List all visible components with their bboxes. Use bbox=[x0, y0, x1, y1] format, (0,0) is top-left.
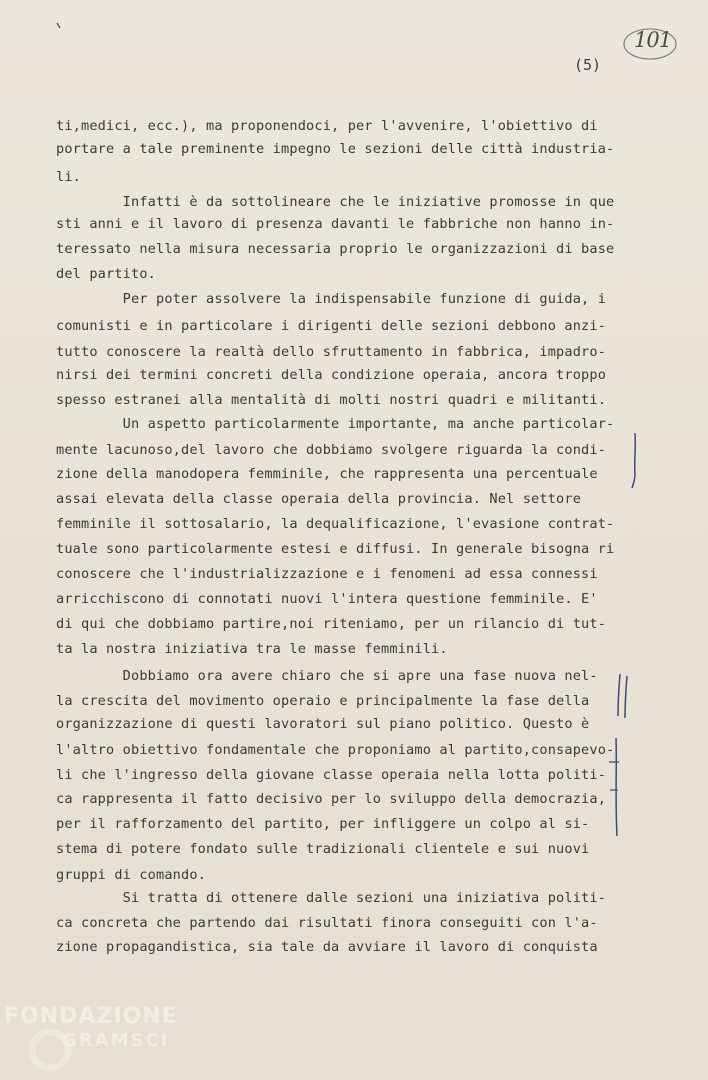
text-line: li. bbox=[56, 169, 82, 185]
text-line: ca concreta che partendo dai risultati finora conseguiti con l'a- bbox=[56, 915, 598, 931]
text-line: tutto conoscere la realtà dello sfruttamento in fabbrica, impadro- bbox=[56, 344, 607, 360]
corner-tick-mark bbox=[56, 22, 62, 30]
text-line: di qui che dobbiamo partire,noi riteniamo, per un rilancio di tut- bbox=[56, 616, 607, 632]
text-line: teressato nella misura necessaria proprio le organizzazioni di base bbox=[56, 241, 615, 257]
margin-bracket-mark bbox=[606, 736, 626, 840]
text-line: la crescita del movimento operaio e principalmente la fase della bbox=[56, 693, 590, 709]
text-line: zione della manodopera femminile, che rappresenta una percentuale bbox=[56, 466, 598, 482]
text-line: nirsi dei termini concreti della condizione operaia, ancora troppo bbox=[56, 367, 607, 383]
text-line: Si tratta di ottenere dalle sezioni una iniziativa politi- bbox=[56, 890, 607, 906]
text-line: tuale sono particolarmente estesi e diffusi. In generale bisogna ri bbox=[56, 541, 615, 557]
text-line: gruppi di comando. bbox=[56, 867, 207, 883]
text-line: del partito. bbox=[56, 266, 157, 282]
text-line: Un aspetto particolarmente importante, ma anche particolar- bbox=[56, 416, 615, 432]
text-line: organizzazione di questi lavoratori sul piano politico. Questo è bbox=[56, 716, 590, 732]
text-line: Per poter assolvere la indispensabile funzione di guida, i bbox=[56, 291, 607, 307]
text-line: mente lacunoso,del lavoro che dobbiamo svolgere riguarda la condi- bbox=[56, 442, 607, 458]
text-line: zione propagandistica, sia tale da avviare il lavoro di conquista bbox=[56, 939, 598, 955]
text-line: spesso estranei alla mentalità di molti nostri quadri e militanti. bbox=[56, 392, 607, 408]
text-line: ti,medici, ecc.), ma proponendoci, per l'avvenire, l'obiettivo di bbox=[56, 118, 598, 134]
text-line: Dobbiamo ora avere chiaro che si apre una fase nuova nel- bbox=[56, 668, 598, 684]
margin-double-line-mark bbox=[612, 672, 636, 720]
text-line: Infatti è da sottolineare che le iniziative promosse in que bbox=[56, 194, 615, 210]
watermark-text-bottom: GRAMSCI bbox=[62, 1030, 170, 1051]
text-line: arricchiscono di connotati nuovi l'intera questione femminile. E' bbox=[56, 591, 598, 607]
text-line: ta la nostra iniziativa tra le masse femminili. bbox=[56, 641, 448, 657]
margin-line-mark bbox=[626, 430, 642, 490]
watermark-text-top: FONDAZIONE bbox=[4, 1004, 178, 1029]
page-number: (5) bbox=[574, 56, 602, 74]
text-line: assai elevata della classe operaia della provincia. Nel settore bbox=[56, 491, 582, 507]
archive-number: 101 bbox=[634, 28, 672, 52]
text-line: femminile il sottosalario, la dequalificazione, l'evasione contrat- bbox=[56, 516, 615, 532]
text-line: comunisti e in particolare i dirigenti delle sezioni debbono anzi- bbox=[56, 318, 607, 334]
text-line: sti anni e il lavoro di presenza davanti le fabbriche non hanno in- bbox=[56, 216, 615, 232]
text-line: ca rappresenta il fatto decisivo per lo sviluppo della democrazia, bbox=[56, 791, 607, 807]
text-line: portare a tale preminente impegno le sezioni delle città industria- bbox=[56, 141, 615, 157]
text-line: l'altro obiettivo fondamentale che proponiamo al partito,consapevo- bbox=[56, 742, 615, 758]
text-line: conoscere che l'industrializzazione e i fenomeni ad essa connessi bbox=[56, 566, 598, 582]
text-line: per il rafforzamento del partito, per infliggere un colpo al si- bbox=[56, 816, 590, 832]
text-line: stema di potere fondato sulle tradizionali clientele e sui nuovi bbox=[56, 841, 590, 857]
text-line: li che l'ingresso della giovane classe operaia nella lotta politi- bbox=[56, 767, 607, 783]
